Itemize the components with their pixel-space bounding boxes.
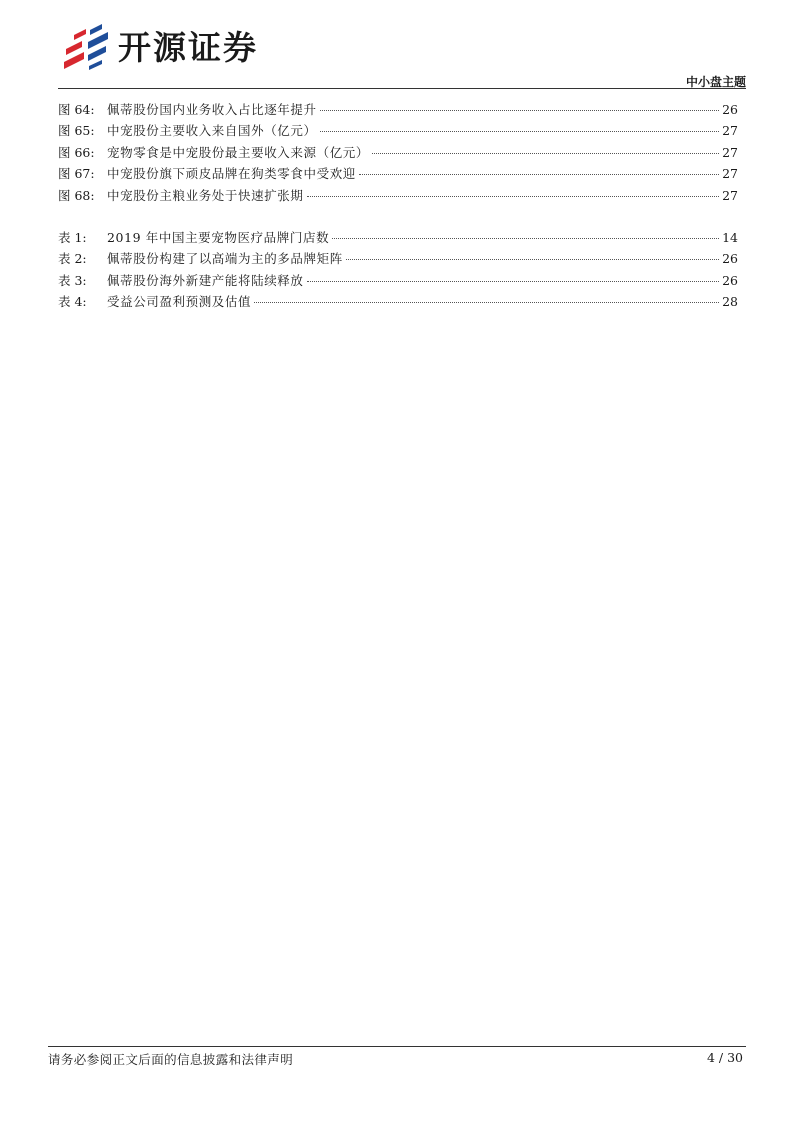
toc-entry-page: 27	[722, 166, 738, 182]
header-divider	[58, 88, 746, 89]
toc-entry-figure-64[interactable]	[58, 99, 738, 120]
toc-entry-title: 宠物零食是中宠股份最主要收入来源（亿元）	[107, 144, 370, 160]
toc-entry-title: 佩蒂股份国内业务收入占比逐年提升	[107, 102, 317, 117]
toc-entry-title: 佩蒂股份海外新建产能将陆续释放	[107, 272, 304, 288]
section-label: 中小盘主题	[685, 75, 746, 89]
toc-leader-dots	[307, 281, 720, 282]
toc-entry-table-2[interactable]	[58, 248, 738, 269]
toc-entry-label: 图 66:	[58, 144, 95, 160]
toc-entry-label: 图 67:	[58, 166, 95, 182]
toc-entry-page: 14	[722, 230, 738, 245]
figure-list	[58, 99, 738, 206]
toc-entry-figure-67[interactable]	[58, 163, 738, 184]
toc-entry-title: 佩蒂股份构建了以高端为主的多品牌矩阵	[107, 251, 343, 267]
brand-name: 开源证券	[118, 27, 258, 67]
toc-leader-dots	[254, 302, 719, 303]
toc-entry-title: 受益公司盈利预测及估值	[107, 294, 252, 310]
toc-entry-label: 表 4:	[58, 294, 87, 310]
toc-leader-dots	[320, 131, 719, 132]
toc-entry-figure-66[interactable]	[58, 142, 738, 163]
toc-entry-title: 中宠股份主要收入来自国外（亿元）	[107, 123, 317, 139]
kaiyuan-logo-icon	[62, 22, 112, 72]
toc-leader-dots	[307, 196, 720, 197]
toc-entry-title: 2019 年中国主要宠物医疗品牌门店数	[107, 230, 330, 245]
toc-leader-dots	[346, 259, 719, 260]
toc-entry-label: 表 2:	[58, 251, 87, 267]
footer-divider	[48, 1046, 746, 1047]
toc-entry-label: 表 1:	[58, 230, 87, 245]
toc-entry-label: 表 3:	[58, 272, 87, 288]
toc-entry-page: 27	[722, 123, 738, 139]
toc-entry-page: 28	[722, 294, 738, 310]
toc-entry-label: 图 64:	[58, 102, 95, 117]
table-list	[58, 227, 738, 313]
toc-entry-table-1[interactable]	[58, 227, 738, 248]
page-header	[58, 20, 746, 90]
toc-entry-label: 图 65:	[58, 123, 95, 139]
toc-entry-table-4[interactable]	[58, 291, 738, 312]
brand-logo	[62, 22, 258, 72]
toc-leader-dots	[359, 174, 719, 175]
page-number: 4 / 30	[706, 1050, 743, 1065]
toc-entry-figure-65[interactable]	[58, 120, 738, 141]
toc-leader-dots	[320, 110, 719, 111]
toc-entry-label: 图 68:	[58, 187, 95, 203]
toc-entry-table-3[interactable]	[58, 270, 738, 291]
toc-entry-page: 27	[722, 187, 738, 203]
toc-leader-dots	[332, 238, 719, 239]
toc-entry-page: 26	[722, 102, 738, 117]
toc-entry-title: 中宠股份主粮业务处于快速扩张期	[107, 187, 304, 203]
toc-entry-page: 26	[722, 251, 738, 267]
toc-entry-page: 26	[722, 272, 738, 288]
toc-entry-figure-68[interactable]	[58, 185, 738, 206]
toc-entry-page: 27	[722, 144, 738, 160]
toc-leader-dots	[372, 153, 719, 154]
footer-disclaimer: 请务必参阅正文后面的信息披露和法律声明	[48, 1052, 294, 1067]
toc-entry-title: 中宠股份旗下顽皮品牌在狗类零食中受欢迎	[107, 166, 356, 182]
